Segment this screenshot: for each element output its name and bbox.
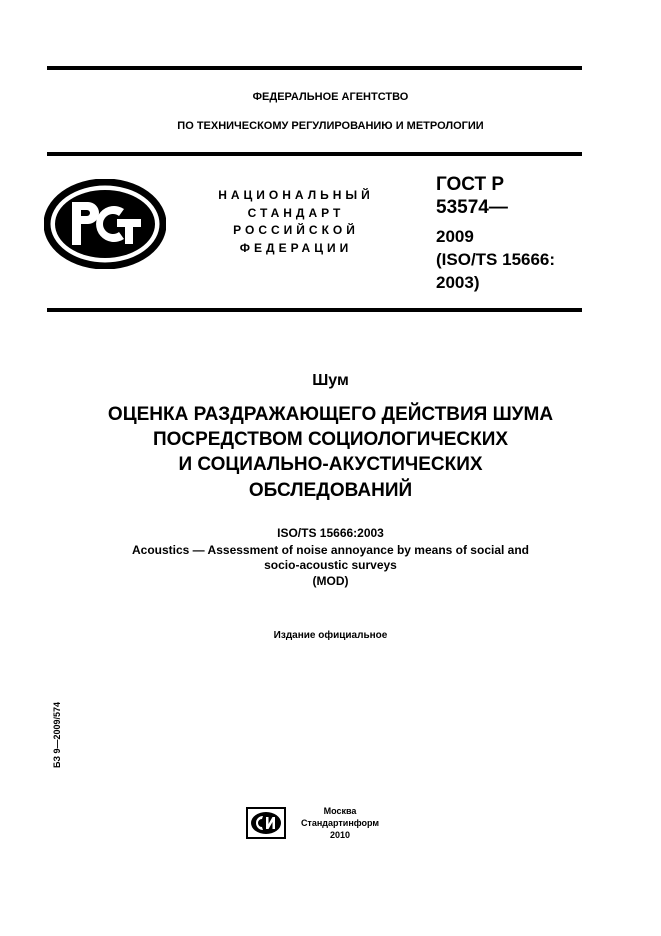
side-code: БЗ 9—2009/574	[52, 701, 62, 769]
main-title-line-1: ОЦЕНКА РАЗДРАЖАЮЩЕГО ДЕЙСТВИЯ ШУМА	[107, 404, 554, 425]
english-line-3: socio-acoustic surveys	[264, 558, 397, 572]
top-rule	[47, 66, 582, 70]
agency-line-1: ФЕДЕРАЛЬНОЕ АГЕНТСТВО	[252, 91, 409, 103]
gost-line-4: (ISO/TS 15666:	[436, 250, 556, 269]
gost-line-5: 2003)	[436, 273, 480, 292]
national-line-4: ФЕДЕРАЦИИ	[239, 241, 353, 255]
edition-label: Издание официальное	[273, 630, 388, 641]
main-title-line-4: ОБСЛЕДОВАНИЙ	[248, 480, 413, 501]
block-rule	[47, 308, 582, 312]
publisher-year: 2010	[329, 830, 351, 840]
header-rule	[47, 152, 582, 156]
main-title-line-2: ПОСРЕДСТВОМ СОЦИОЛОГИЧЕСКИХ	[152, 429, 509, 450]
english-line-2: Acoustics — Assessment of noise annoyance by means of social and	[131, 543, 529, 557]
gost-line-1: ГОСТ Р	[436, 174, 505, 195]
gost-line-2: 53574—	[436, 197, 508, 218]
standartinform-logo-icon	[246, 807, 286, 839]
english-line-4: (MOD)	[312, 574, 349, 588]
national-line-1: НАЦИОНАЛЬНЫЙ	[218, 188, 374, 202]
agency-line-2: ПО ТЕХНИЧЕСКОМУ РЕГУЛИРОВАНИЮ И МЕТРОЛОГИИ	[177, 120, 484, 132]
main-title-line-3: И СОЦИАЛЬНО-АКУСТИЧЕСКИХ	[178, 454, 483, 475]
publisher-city: Москва	[323, 806, 357, 816]
publisher-name: Стандартинформ	[300, 818, 380, 828]
rst-logo-icon	[44, 179, 166, 269]
national-line-3: РОССИЙСКОЙ	[233, 223, 359, 237]
national-line-2: СТАНДАРТ	[247, 206, 345, 220]
subject-title: Шум	[312, 372, 349, 389]
english-line-1: ISO/TS 15666:2003	[277, 526, 384, 540]
gost-line-3: 2009	[436, 227, 474, 246]
